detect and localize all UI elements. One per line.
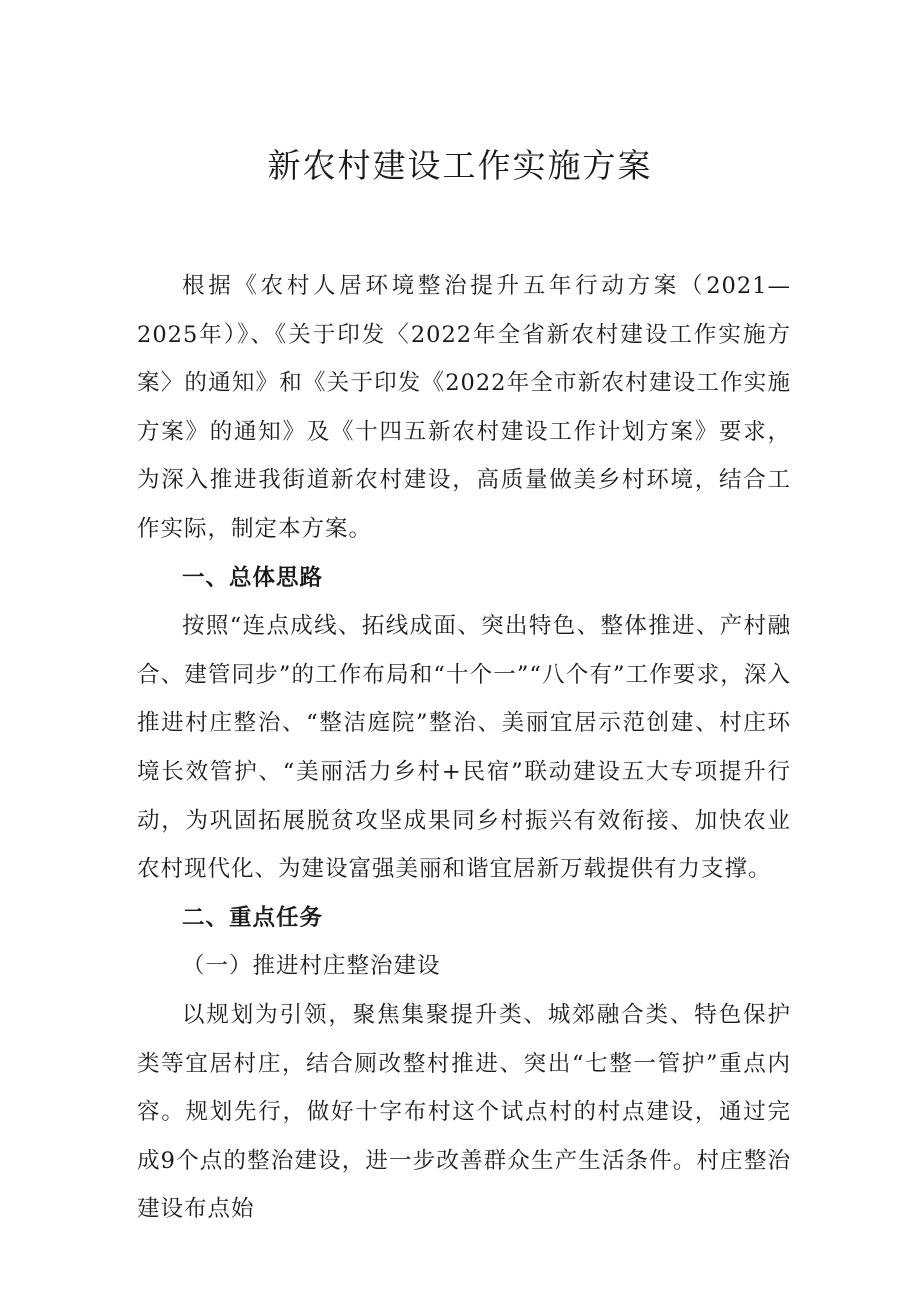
- document-title: 新农村建设工作实施方案: [267, 146, 653, 185]
- intro-paragraph: 根据《农村人居环境整治提升五年行动方案（2021—2025年）》、《关于印发〈2022年全省新农村建设工作实施方案〉的通知》和《关于印发《2022年全市新农村建设工作实施方案》的通知》及《十四五新农村建设工作计划方案》要求，为深入推进我街道新农村建设，高质量做美乡村环境，结合工作实际，制定本方案。: [137, 273, 791, 542]
- village-renovation-paragraph: 以规划为引领，聚焦集聚提升类、城郊融合类、特色保护类等宜居村庄，结合厕改整村推进、突出“七整一管护”重点内容。规划先行，做好十字布村这个试点村的村点建设，通过完成9个点的整治建设，进一步改善群众生产生活条件。村庄整治建设布点始: [137, 1001, 791, 1223]
- section-heading-key-tasks: 二、重点任务: [182, 904, 324, 931]
- document-body: [137, 262, 791, 1234]
- subsection-heading-village-renovation: （一）推进村庄整治建设: [182, 953, 441, 980]
- section-heading-overall-thinking: 一、总体思路: [182, 564, 324, 591]
- overall-thinking-paragraph: 按照“连点成线、拓线成面、突出特色、整体推进、产村融合、建管同步”的工作布局和“十个一”“八个有”工作要求，深入推进村庄整治、“整洁庭院”整治、美丽宜居示范创建、村庄环境长效管护、“美丽活力乡村+民宿”联动建设五大专项提升行动，为巩固拓展脱贫攻坚成果同乡村振兴有效衔接、加快农业农村现代化、为建设富强美丽和谐宜居新万载提供有力支撑。: [137, 613, 791, 883]
